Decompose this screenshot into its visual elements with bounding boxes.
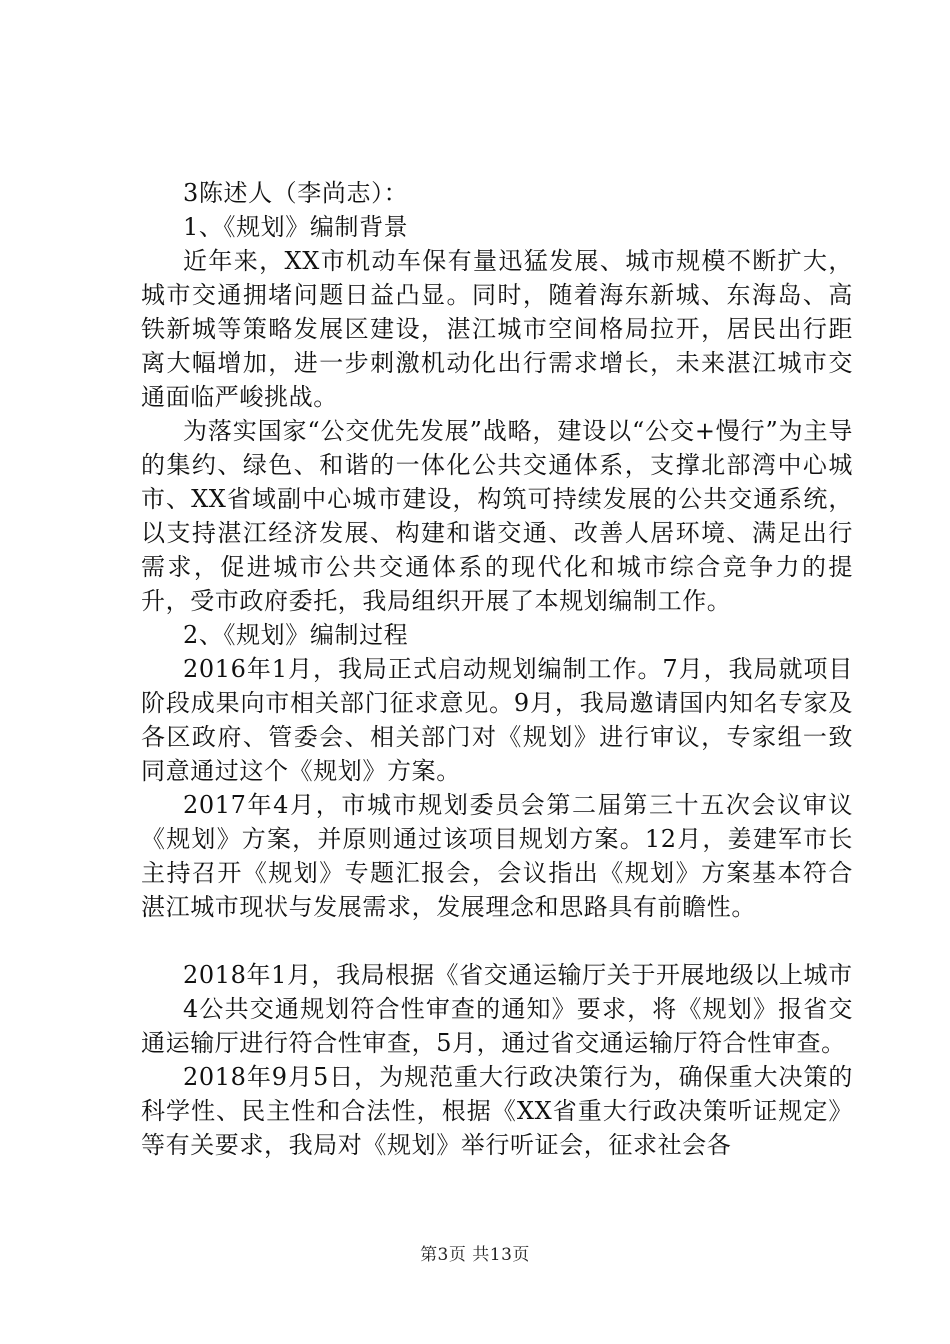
paragraph-2016: 2016年1月，我局正式启动规划编制工作。7月，我局就项目阶段成果向市相关部门征求意见。9月，我局邀请国内知名专家及各区政府、管委会、相关部门对《规划》进行审议，专家组一致同意通过这个《规划》方案。 [141,655,853,785]
paragraph-2018-jan-continued: 4公共交通规划符合性审查的通知》要求，将《规划》报省交通运输厅进行符合性审查，5月，通过省交通运输厅符合性审查。 [141,995,853,1057]
section-heading-process: 2、《规划》编制过程 [183,621,409,649]
speaker-line: 3陈述人（李尚志）： [183,179,409,207]
page-footer: 第3页 共13页 [420,1245,530,1265]
document-body [141,176,853,1162]
section-heading-background: 1、《规划》编制背景 [183,213,409,241]
paragraph-2018-jan: 2018年1月，我局根据《省交通运输厅关于开展地级以上城市 [183,961,853,989]
paragraph-background-1: 近年来，XX市机动车保有量迅猛发展、城市规模不断扩大，城市交通拥堵问题日益凸显。同时，随着海东新城、东海岛、高铁新城等策略发展区建设，湛江城市空间格局拉开，居民出行距离大幅增加，进一步刺激机动化出行需求增长，未来湛江城市交通面临严峻挑战。 [141,247,853,411]
blank-line [141,924,853,958]
paragraph-background-2: 为落实国家“公交优先发展”战略，建设以“公交+慢行”为主导的集约、绿色、和谐的一体化公共交通体系，支撑北部湾中心城市、XX省域副中心城市建设，构筑可持续发展的公共交通系统，以支持湛江经济发展、构建和谐交通、改善人居环境、满足出行需求，促进城市公共交通体系的现代化和城市综合竞争力的提升，受市政府委托，我局组织开展了本规划编制工作。 [141,417,853,615]
paragraph-2018-sep: 2018年9月5日，为规范重大行政决策行为，确保重大决策的科学性、民主性和合法性，根据《XX省重大行政决策听证规定》等有关要求，我局对《规划》举行听证会，征求社会各 [141,1063,853,1159]
paragraph-2017: 2017年4月，市城市规划委员会第二届第三十五次会议审议《规划》方案，并原则通过该项目规划方案。12月，姜建军市长主持召开《规划》专题汇报会，会议指出《规划》方案基本符合湛江城市现状与发展需求，发展理念和思路具有前瞻性。 [141,791,853,921]
